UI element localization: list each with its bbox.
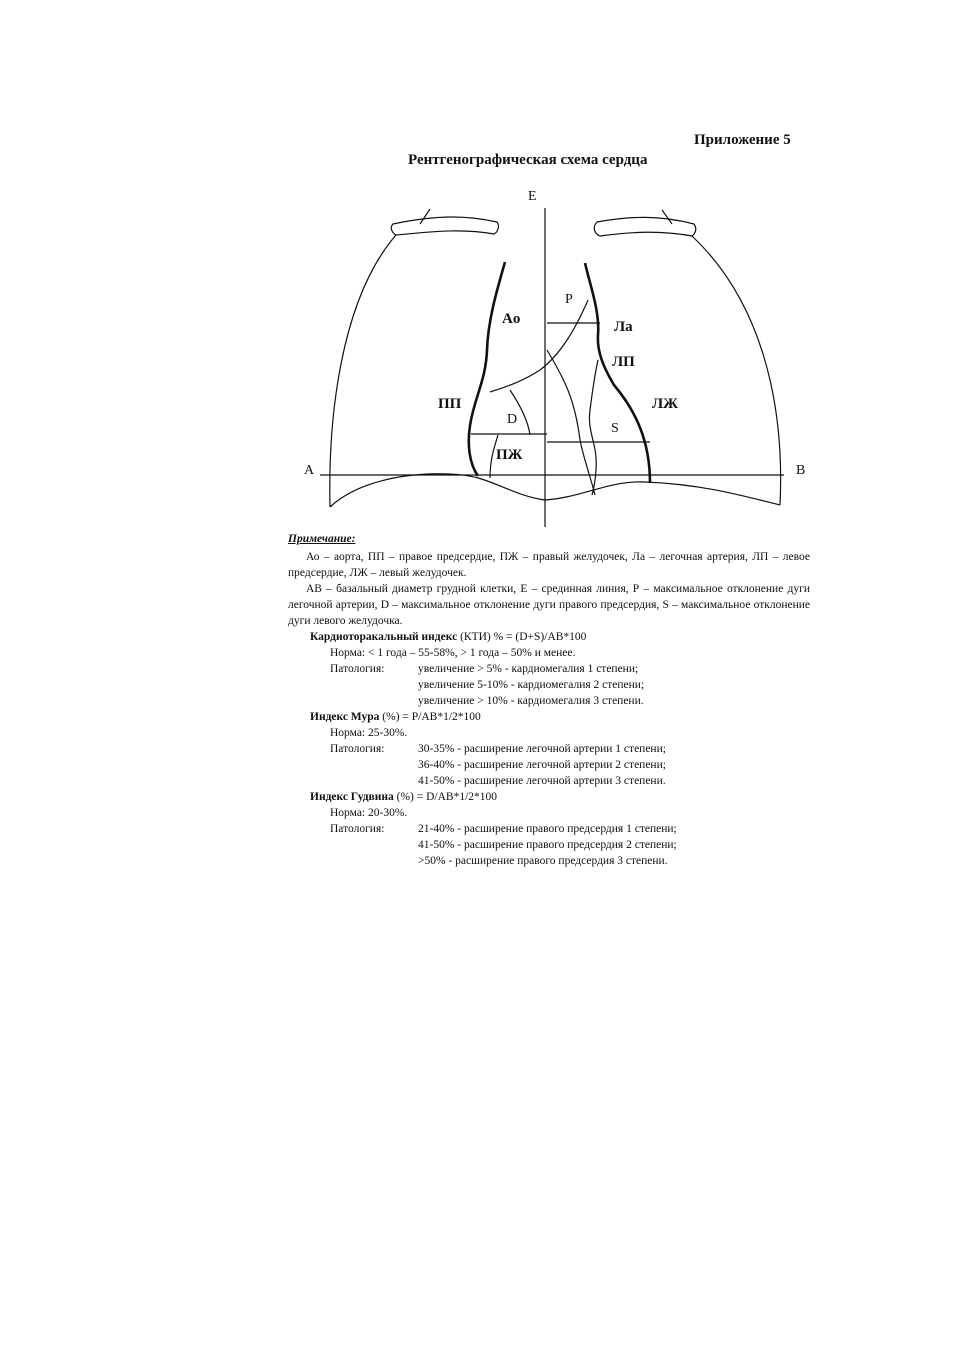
index-norm: Норма: 20-30%. (330, 807, 408, 819)
index-block-ctr (288, 629, 810, 709)
index-norm: Норма: < 1 года – 55-58%, > 1 года – 50% и менее. (330, 647, 576, 659)
pathology-item: >50% - расширение правого предсердия 3 степени. (418, 855, 668, 867)
index-block-moore (288, 709, 810, 789)
right-clavicle-tick (662, 210, 672, 224)
label-right-ventricle: ПЖ (496, 447, 523, 463)
pathology-item: увеличение > 5% - кардиомегалия 1 степени; (418, 663, 639, 675)
notes-measurements: АВ – базальный диаметр грудной клетки, Е – срединная линия, Р – максимальное отклонение дуги легочной артерии, D – максимальное отклонение дуги правого предсердия, S – максимальное отклонение дуги левого желудочка. (288, 583, 810, 627)
label-a: A (304, 463, 315, 478)
rib-cage-left (330, 235, 396, 507)
label-pulmonary-artery: Ла (614, 319, 633, 335)
index-formula (310, 789, 810, 805)
diaphragm (330, 474, 780, 507)
pathology-item: увеличение 5-10% - кардиомегалия 2 степени; (418, 679, 645, 691)
label-b: B (796, 463, 806, 478)
pathology-label: Патология: (330, 743, 385, 755)
pathology-label: Патология: (330, 823, 385, 835)
label-e: E (528, 189, 537, 204)
index-formula (310, 709, 810, 725)
appendix-number: Приложение 5 (694, 132, 791, 148)
heart-xray-diagram (0, 0, 953, 540)
pathology-row (330, 741, 810, 757)
index-name: Индекс Гудвина (310, 791, 394, 803)
label-s: S (611, 421, 619, 436)
index-formula (310, 629, 810, 645)
index-name: Индекс Мура (310, 711, 380, 723)
notes-abbreviations: Ао – аорта, ПП – правое предсердие, ПЖ – правый желудочек, Ла – легочная артерия, ЛП – левое предсердие, ЛЖ – левый желудочек. (288, 551, 810, 579)
label-right-atrium: ПП (438, 396, 462, 412)
pathology-row (330, 661, 810, 677)
notes-section (288, 531, 810, 869)
index-name: Кардиоторакальный индекс (310, 631, 458, 643)
label-left-atrium: ЛП (612, 354, 635, 370)
label-d: D (507, 412, 518, 427)
right-heart-border (469, 262, 505, 476)
pathology-row (330, 821, 810, 837)
index-norm: Норма: 25-30%. (330, 727, 408, 739)
inner-line-3 (547, 350, 595, 495)
label-aorta: Ao (502, 311, 521, 327)
pathology-item: 21-40% - расширение правого предсердия 1 степени; (418, 823, 677, 835)
index-block-goodwin (288, 789, 810, 869)
left-clavicle-tick (420, 209, 430, 224)
rib-cage-right (692, 236, 781, 505)
pathology-item: 41-50% - расширение правого предсердия 2 степени; (418, 839, 677, 851)
notes-heading: Примечание: (288, 533, 356, 545)
index-formula-text: (%) = P/AB*1/2*100 (379, 711, 481, 723)
page-title: Рентгенографическая схема сердца (408, 152, 648, 168)
label-p: P (565, 292, 573, 307)
pathology-label: Патология: (330, 663, 385, 675)
pathology-item: 30-35% - расширение легочной артерии 1 степени; (418, 743, 666, 755)
pathology-item: увеличение > 10% - кардиомегалия 3 степени. (418, 695, 644, 707)
index-formula-text: (КТИ) % = (D+S)/AB*100 (457, 631, 587, 643)
pathology-item: 36-40% - расширение легочной артерии 2 степени; (418, 759, 666, 771)
pathology-item: 41-50% - расширение легочной артерии 3 степени. (418, 775, 666, 787)
right-clavicle (594, 217, 695, 236)
left-clavicle (391, 217, 498, 235)
label-left-ventricle: ЛЖ (652, 396, 679, 412)
index-formula-text: (%) = D/AB*1/2*100 (393, 791, 498, 803)
